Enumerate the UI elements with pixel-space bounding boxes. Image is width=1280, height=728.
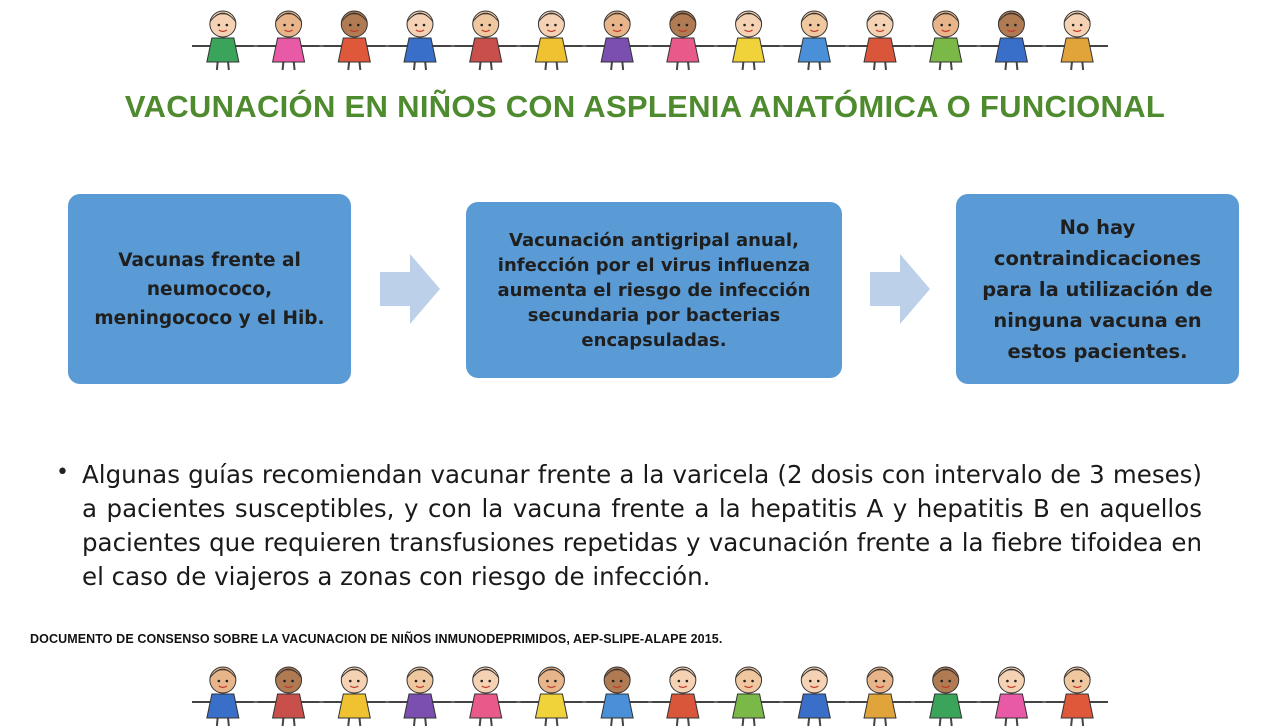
- slide-title: VACUNACIÓN EN NIÑOS CON ASPLENIA ANATÓMICA O FUNCIONAL: [124, 89, 1166, 124]
- bullet-marker: •: [56, 460, 69, 485]
- right-arrow-icon: [870, 254, 930, 324]
- flow-box-no-contraindications: No hay contraindicaciones para la utilización de ninguna vacuna en estos pacientes.: [956, 194, 1239, 384]
- children-illustration-top: [190, 2, 1110, 72]
- children-strip-icon: [190, 658, 1110, 728]
- children-strip-icon: [190, 2, 1110, 72]
- reference-citation: DOCUMENTO DE CONSENSO SOBRE LA VACUNACION DE NIÑOS INMUNODEPRIMIDOS, AEP-SLIPE-ALAPE 2015.: [30, 632, 723, 646]
- right-arrow-icon: [380, 254, 440, 324]
- children-illustration-bottom: [190, 658, 1110, 728]
- flow-box-influenza: Vacunación antigripal anual, infección por el virus influenza aumenta el riesgo de infección secundaria por bacterias encapsuladas.: [466, 202, 842, 378]
- flow-box-vaccines: Vacunas frente al neumococo, meningococo y el Hib.: [68, 194, 351, 384]
- bullet-paragraph: Algunas guías recomiendan vacunar frente a la varicela (2 dosis con intervalo de 3 meses) a pacientes susceptibles, y con la vacuna frente a la hepatitis A y hepatitis B en aquellos pacientes que requieren transfusiones repetidas y vacunación frente a la fiebre tifoidea en el caso de viajeros a zonas con riesgo de infección.: [82, 460, 1202, 591]
